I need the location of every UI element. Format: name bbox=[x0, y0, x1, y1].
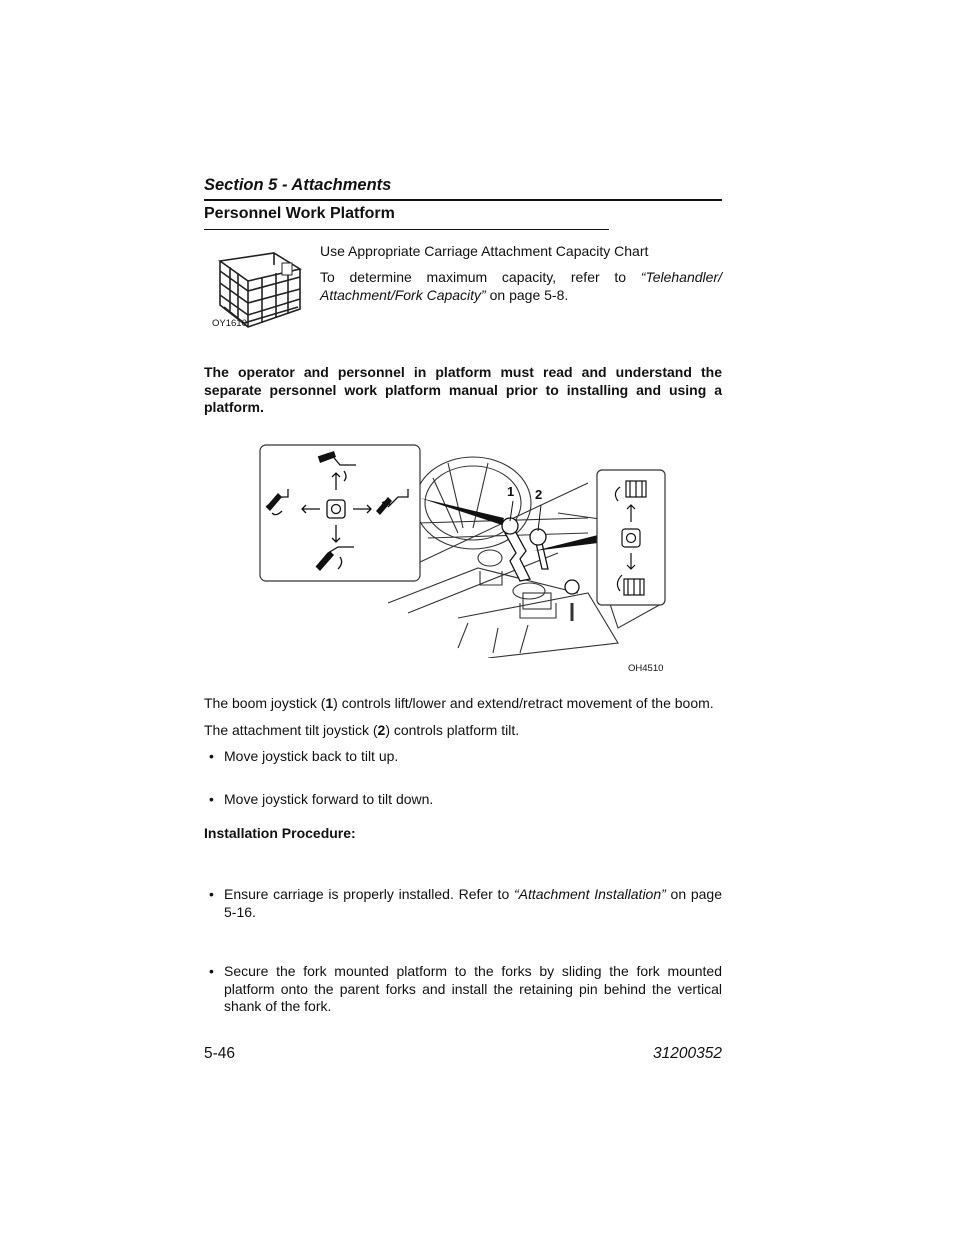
bullet-text: Move joystick forward to tilt down. bbox=[224, 790, 434, 807]
callout-1: 1 bbox=[507, 484, 515, 499]
bullet-glyph: • bbox=[209, 963, 214, 979]
tilt-number: 2 bbox=[377, 722, 386, 738]
boom-joystick-text bbox=[204, 695, 722, 713]
platform-figure-id: OY1610 bbox=[212, 318, 247, 329]
subsection-rule bbox=[204, 229, 609, 230]
tilt-joystick-text bbox=[204, 722, 722, 740]
installation-item-pre: Ensure carriage is properly installed. Refer to bbox=[224, 886, 514, 902]
installation-item bbox=[204, 886, 722, 921]
bullet-glyph: • bbox=[209, 748, 214, 764]
callout-2: 2 bbox=[535, 487, 543, 502]
document-number: 31200352 bbox=[653, 1045, 722, 1062]
installation-item-text: Secure the fork mounted platform to the forks by sliding the fork mounted platform onto the parent forks and install the retaining pin behind the vertical shank of the fork. bbox=[224, 963, 722, 1014]
capacity-reference-suffix: on page 5-8. bbox=[485, 286, 569, 303]
boom-text-pre: The boom joystick ( bbox=[204, 695, 326, 711]
boom-number: 1 bbox=[325, 695, 334, 711]
page-number: 5-46 bbox=[204, 1045, 236, 1062]
bullet-item bbox=[204, 791, 722, 809]
capacity-reference-link: “Telehandler/ Attachment/Fork Capacity” bbox=[320, 269, 722, 303]
tilt-text-post: ) controls platform tilt. bbox=[385, 722, 520, 738]
bullet-item bbox=[204, 748, 722, 766]
installation-item bbox=[204, 963, 722, 1016]
installation-item-ref: “Attachment Installation” bbox=[513, 886, 666, 902]
capacity-reference bbox=[320, 269, 722, 304]
subsection-title: Personnel Work Platform bbox=[204, 205, 395, 222]
section-title: Section 5 - Attachments bbox=[204, 176, 392, 194]
installation-heading: Installation Procedure: bbox=[204, 825, 356, 841]
capacity-reference-prefix: To determine maximum capacity, refer to bbox=[320, 269, 641, 285]
section-rule bbox=[204, 199, 722, 201]
bullet-glyph: • bbox=[209, 790, 214, 807]
bullet-text: Move joystick back to tilt up. bbox=[224, 748, 399, 764]
boom-text-post: ) controls lift/lower and extend/retract movement of the boom. bbox=[333, 695, 714, 711]
bullet-glyph: • bbox=[209, 886, 214, 902]
joystick-figure-id: OH4510 bbox=[628, 663, 664, 674]
joystick-figure bbox=[258, 443, 668, 658]
tilt-text-pre: The attachment tilt joystick ( bbox=[204, 722, 378, 738]
capacity-chart-note: Use Appropriate Carriage Attachment Capacity Chart bbox=[320, 243, 649, 259]
warning-paragraph: The operator and personnel in platform must read and understand the separate personnel work platform manual prior to installing and using a platform. bbox=[204, 364, 722, 415]
installation-item-post: on page 5-16. bbox=[224, 886, 722, 920]
